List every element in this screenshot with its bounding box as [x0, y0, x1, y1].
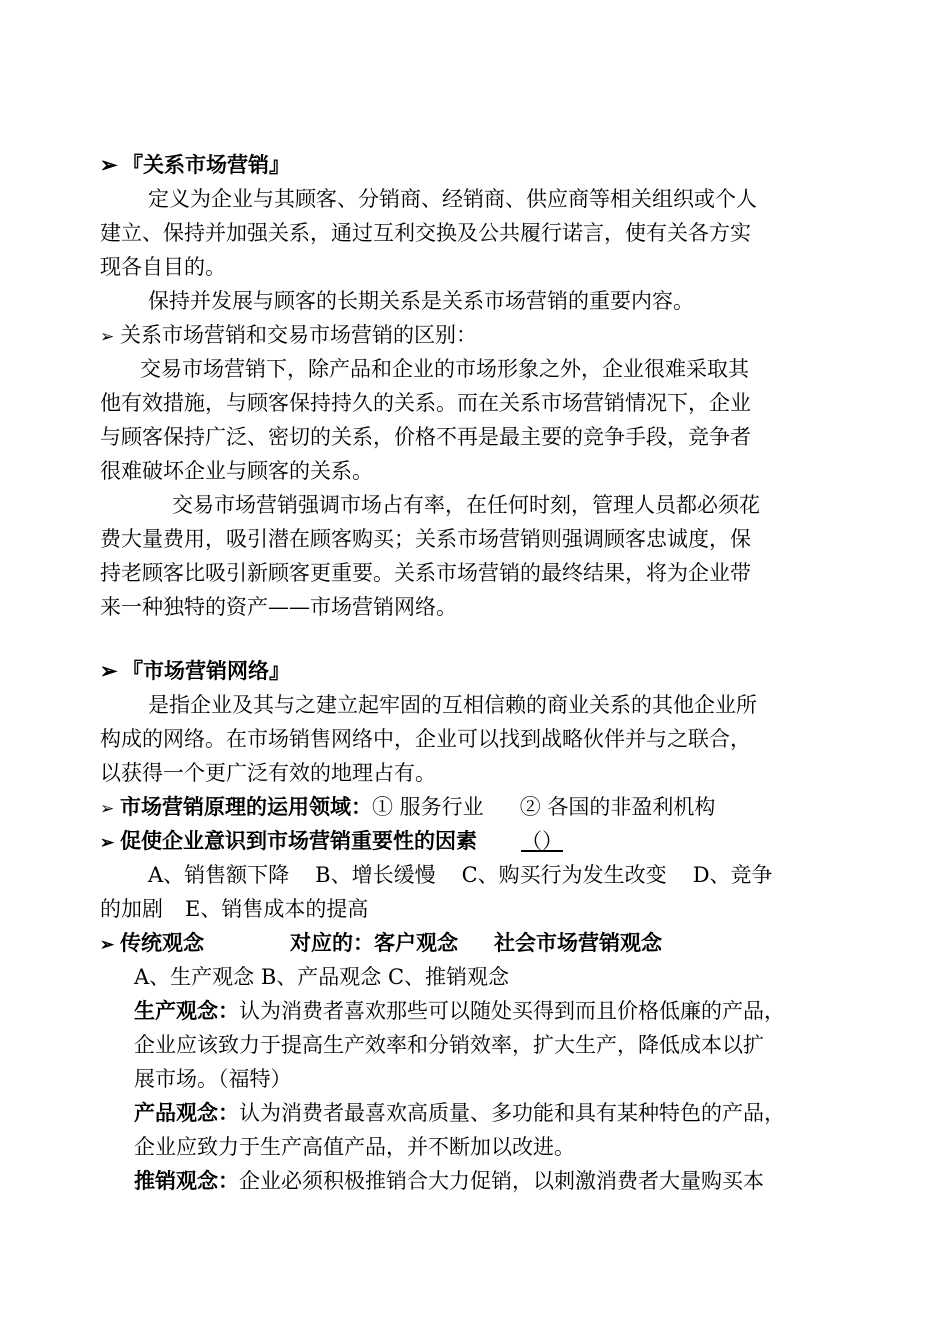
definition-selling — [134, 1164, 860, 1198]
section-heading-marketing-network — [100, 654, 860, 688]
definition-text: 认为消费者喜欢那些可以随处买得到而且价格低廉的产品， — [239, 999, 785, 1023]
term-production: 生产观念： — [134, 998, 239, 1023]
field-service: ① 服务行业 — [372, 795, 484, 819]
options-line — [100, 858, 860, 892]
arrow-bullet-icon: ➢ — [100, 799, 115, 819]
subheading-text: 关系市场营销和交易市场营销的区别： — [120, 323, 477, 347]
factors-label: 促使企业意识到市场营销重要性的因素 — [120, 828, 477, 853]
option-d: D、竞争 — [692, 863, 773, 887]
document-page — [100, 148, 860, 1198]
definition-text: 认为消费者最喜欢高质量、多功能和具有某种特色的产品， — [239, 1101, 785, 1125]
paragraph-line: 保持并发展与顾客的长期关系是关系市场营销的重要内容。 — [148, 289, 694, 313]
definition-text: 企业必须积极推销合大力促销，以刺激消费者大量购买本 — [239, 1169, 764, 1193]
factors-question-line — [100, 824, 860, 858]
arrow-bullet-icon: ➢ — [100, 658, 118, 683]
corresponding-label: 对应的：客户观念 — [290, 930, 458, 955]
social-marketing-label: 社会市场营销观念 — [494, 930, 662, 955]
paragraph-line: 建立、保持并加强关系，通过互利交换及公共履行诺言，使有关各方实 — [100, 221, 751, 245]
option-a: A、销售额下降 — [148, 863, 290, 887]
options-line — [100, 892, 860, 926]
definition-text: 企业应该致力于提高生产效率和分销效率，扩大生产，降低成本以扩 — [134, 1033, 764, 1057]
arrow-bullet-icon: ➢ — [100, 327, 115, 347]
option-c: C、购买行为发生改变 — [461, 863, 667, 887]
paragraph-line: 构成的网络。在市场销售网络中，企业可以找到战略伙伴并与之联合， — [100, 727, 751, 751]
section-heading-relationship-marketing — [100, 148, 860, 182]
fields-label: 市场营销原理的运用领域： — [120, 794, 372, 819]
definition-production — [134, 994, 860, 1096]
section-title: 『市场营销网络』 — [122, 658, 290, 683]
traditional-concepts-line — [100, 926, 860, 960]
option-d-cont: 的加剧 — [100, 897, 163, 921]
paragraph-line: 他有效措施，与顾客保持持久的关系。而在关系市场营销情况下，企业 — [100, 391, 751, 415]
paragraph-line: 定义为企业与其顾客、分销商、经销商、供应商等相关组织或个人 — [148, 187, 757, 211]
definition-product — [134, 1096, 860, 1164]
term-product: 产品观念： — [134, 1100, 239, 1125]
definition-text: 展市场。（福特） — [134, 1067, 292, 1091]
paragraph-line: 交易市场营销下，除产品和企业的市场形象之外，企业很难采取其 — [140, 357, 749, 381]
concepts-list: A、生产观念 B、产品观念 C、推销观念 — [134, 965, 510, 989]
application-fields-line — [100, 790, 860, 824]
option-e: E、销售成本的提高 — [185, 897, 369, 921]
option-b: B、增长缓慢 — [315, 863, 436, 887]
paragraph-line: 与顾客保持广泛、密切的关系，价格不再是最主要的竞争手段，竞争者 — [100, 425, 751, 449]
section-spacer — [100, 624, 860, 654]
paragraph-line: 持老顾客比吸引新顾客更重要。关系市场营销的最终结果，将为企业带 — [100, 561, 751, 585]
paragraph-line: 以获得一个更广泛有效的地理占有。 — [100, 761, 436, 785]
arrow-bullet-icon: ➢ — [100, 833, 115, 853]
section-title: 『关系市场营销』 — [122, 152, 290, 177]
paragraph-line: 很难破坏企业与顾客的关系。 — [100, 459, 373, 483]
subheading-difference — [100, 318, 860, 352]
paragraph-line: 交易市场营销强调市场占有率，在任何时刻，管理人员都必须花 — [172, 493, 760, 517]
traditional-label: 传统观念 — [120, 930, 204, 955]
term-selling: 推销观念： — [134, 1168, 239, 1193]
paragraph-line: 是指企业及其与之建立起牢固的互相信赖的商业关系的其他企业所 — [148, 693, 757, 717]
arrow-bullet-icon: ➢ — [100, 152, 118, 177]
paragraph-line: 现各自目的。 — [100, 255, 226, 279]
answer-blank: （） — [521, 829, 563, 853]
paragraph-line: 来一种独特的资产——市场营销网络。 — [100, 595, 457, 619]
definition-text: 企业应致力于生产高值产品，并不断加以改进。 — [134, 1135, 575, 1159]
paragraph-line: 费大量费用，吸引潜在顾客购买；关系市场营销则强调顾客忠诚度，保 — [100, 527, 751, 551]
field-nonprofit: ② 各国的非盈利机构 — [519, 795, 716, 819]
arrow-bullet-icon: ➢ — [100, 935, 115, 955]
